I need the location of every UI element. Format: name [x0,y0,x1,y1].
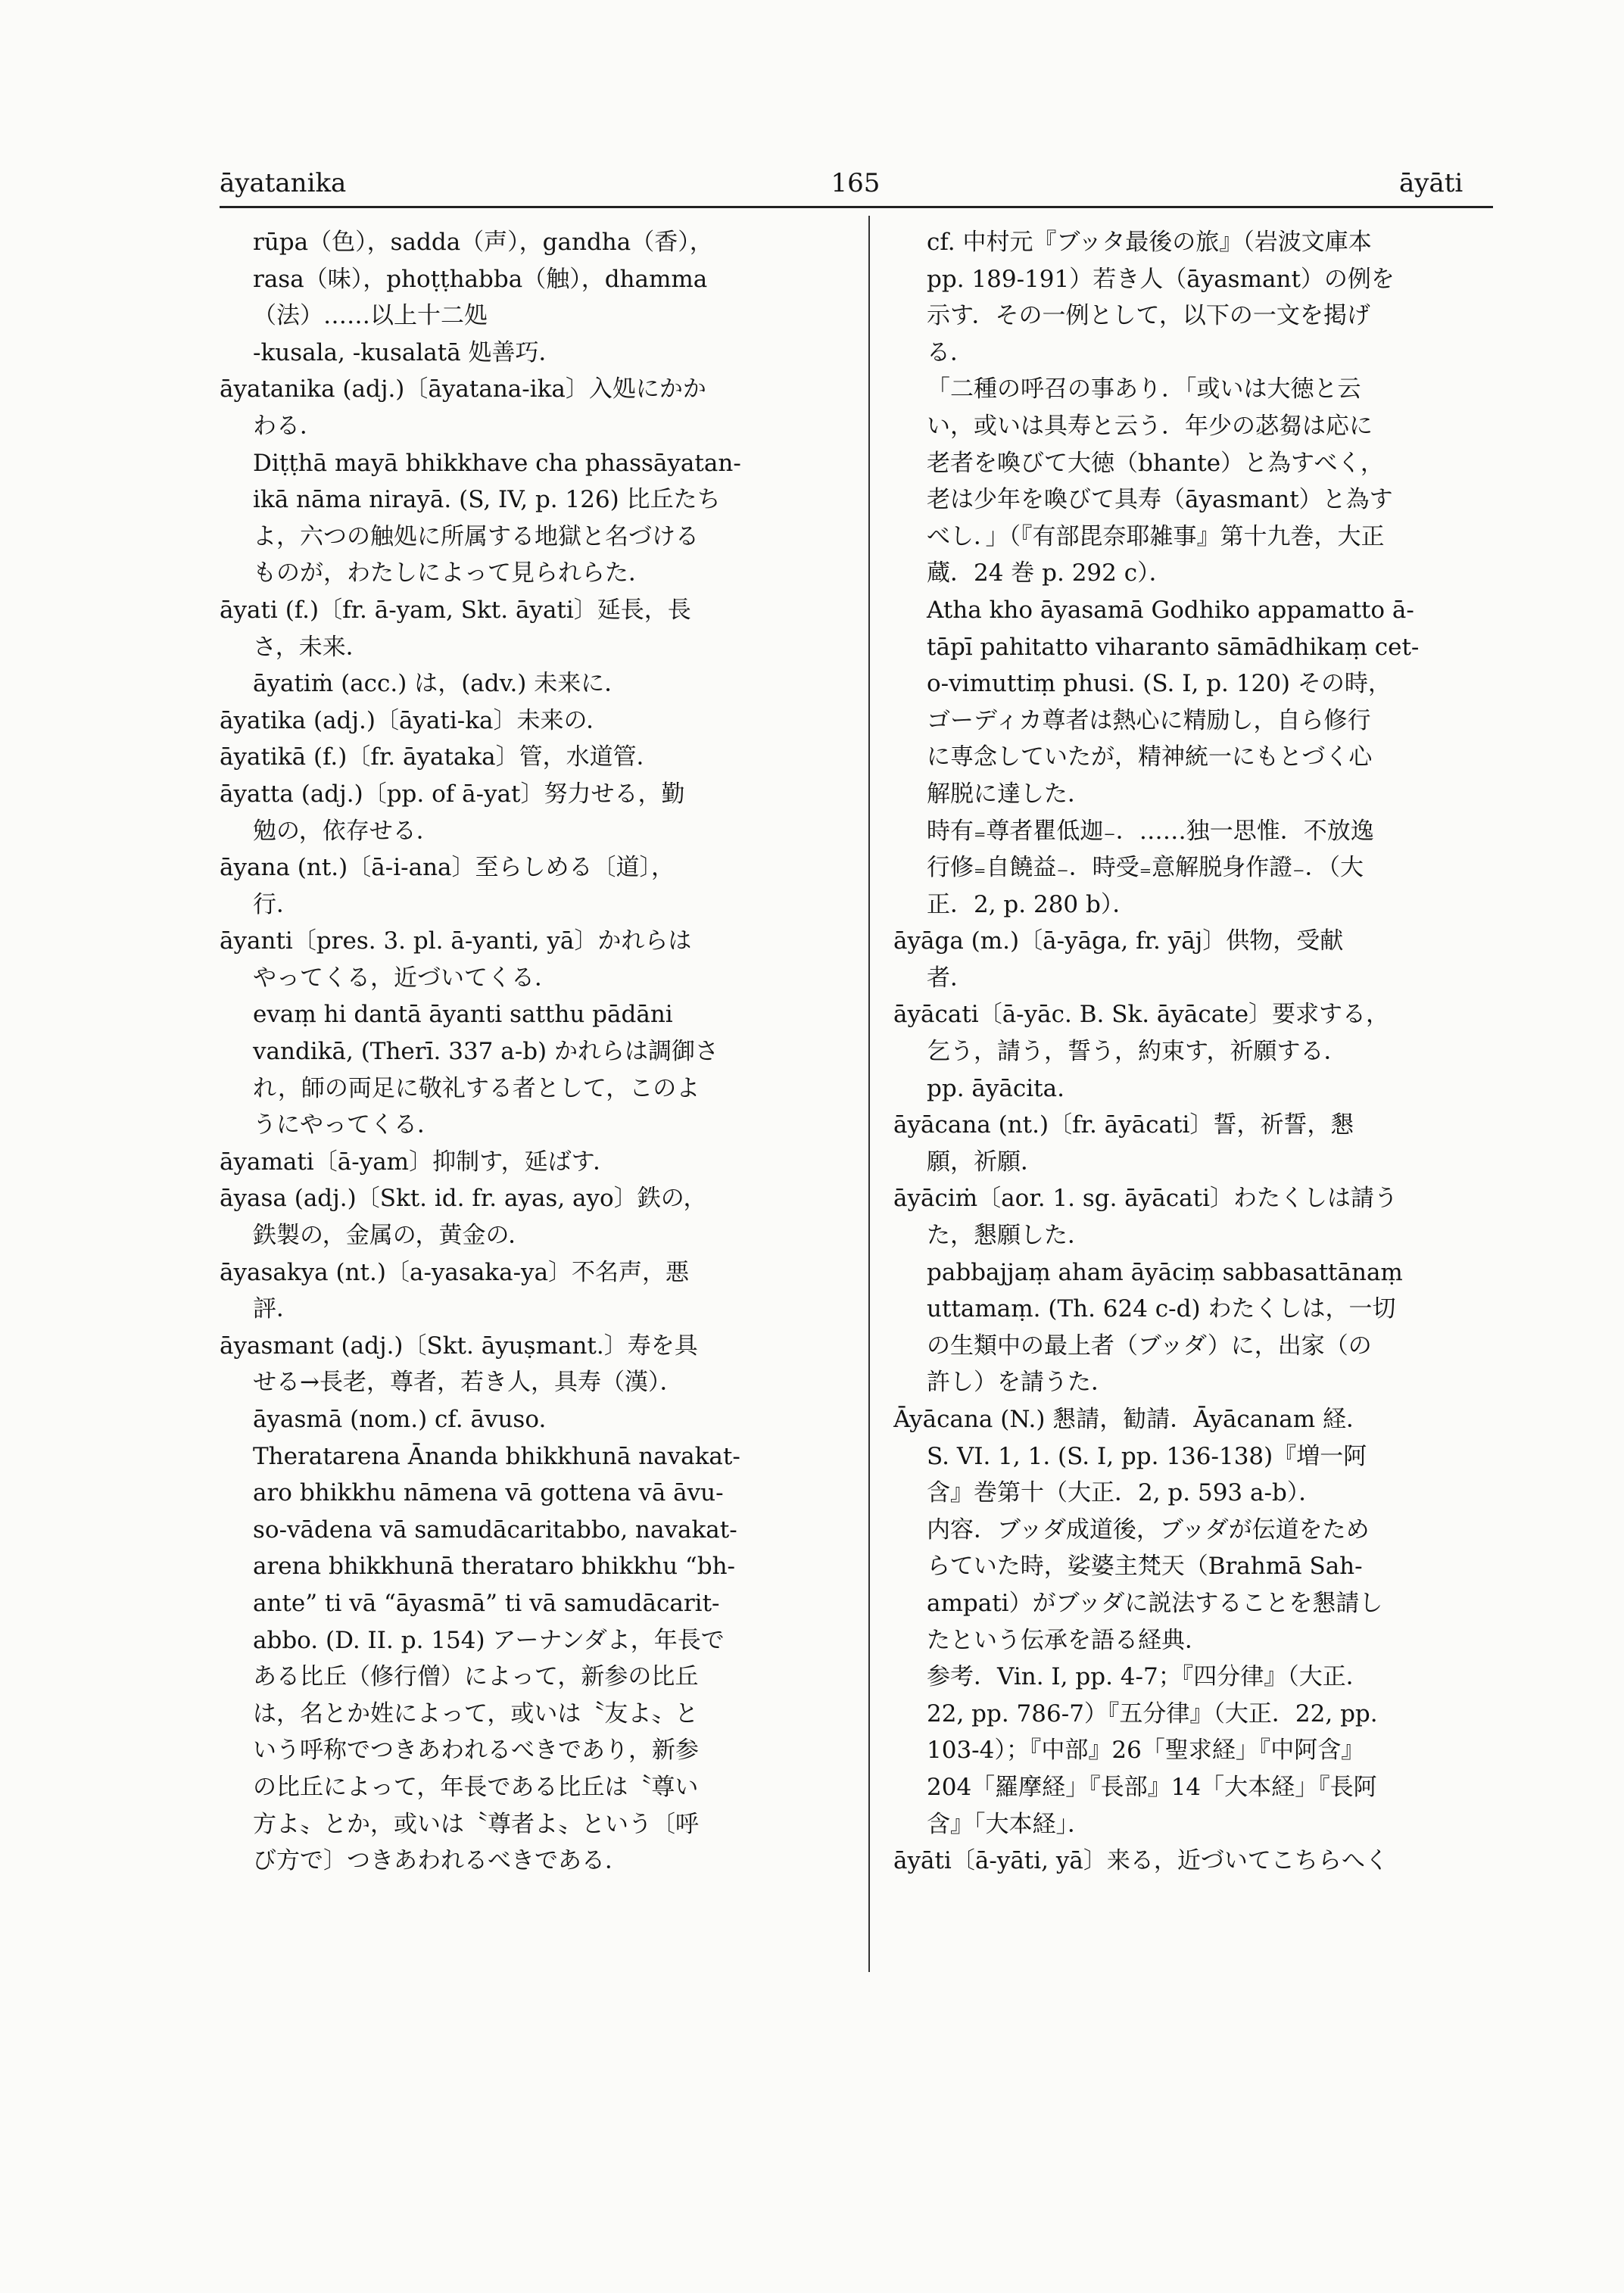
entry-text-line: ゴーディカ尊者は熱心に精励し，自ら修行 [927,706,1371,734]
entry-text-line: れ，師の両足に敬礼する者として，このよ [253,1074,700,1102]
entry-text-line: 行． [253,890,300,918]
entry-text-line: āyatiṁ (acc.) は，(adv.) 未来に． [253,670,628,698]
entry-text-line: ものが，わたしによって見られらた． [253,559,652,587]
entry-text-line: uttamaṃ. (Th. 624 c-d) わたくしは，一切 [927,1295,1396,1323]
entry-text-line: の比丘によって，年長である比丘は〝尊い [253,1773,699,1801]
entry-text-line: たという伝承を語る経典． [927,1626,1208,1654]
entry-text-line: び方で〕つきあわれるべきである． [253,1847,628,1875]
entry-text-line: やってくる，近づいてくる． [253,964,558,992]
entry-headword-line: āyācana (nt.)〔fr. āyācati〕誓，祈誓，懇 [893,1111,1354,1139]
entry-headword-line: āyatikā (f.)〔fr. āyataka〕管，水道管． [220,743,660,771]
entry-text-line: pabbajjaṃ aham āyāciṃ sabbasattānaṃ [927,1258,1403,1286]
entry-text-line: 103-4）；『中部』26「聖求経」『中阿含』 [927,1737,1365,1765]
entry-headword-line: āyāciṁ〔aor. 1. sg. āyācati〕わたくしは請う [893,1185,1398,1213]
entry-text-line: vandikā, (Therī. 337 a-b) かれらは調御さ [253,1038,718,1066]
entry-text-line: る． [927,338,974,366]
entry-text-line: 22, pp. 786-7）『五分律』（大正．22, pp. [927,1699,1378,1728]
running-head-right: āyāti [1399,168,1463,198]
entry-text-line: cf. 中村元『ブッタ最後の旅』（岩波文庫本 [927,229,1372,256]
entry-text-line: pp. āyācita. [927,1074,1064,1102]
entry-text-line: 含』巻第十（大正．2, p. 593 a-b）． [927,1479,1323,1507]
entry-text-line: tāpī pahitatto viharanto sāmādhikaṃ cet- [927,633,1420,661]
entry-text-line: 時有₌尊者瞿低迦₋．……独一思惟．不放逸 [927,817,1374,845]
entry-text-line: ある比丘（修行僧）によって，新参の比丘 [253,1663,699,1691]
entry-headword-line: āyamati〔ā-yam〕抑制す，延ばす． [220,1148,617,1176]
entry-headword-line: āyatanika (adj.)〔āyatana-ika〕入処にかか [220,375,706,403]
entry-text-line: so-vādena vā samudācaritabbo, navakat- [253,1516,737,1544]
entry-text-line: abbo. (D. II. p. 154) アーナンダよ，年長で [253,1626,725,1654]
entry-text-line: o-vimuttiṃ phusi. (S. I, p. 120) その時， [927,670,1392,698]
entry-text-line: せる→長老，尊者，若き人，具寿（漢）． [253,1369,684,1397]
entry-text-line: 正．2, p. 280 b）． [927,890,1136,918]
entry-text-line: 参考．Vin. I, pp. 4-7；『四分律』（大正． [927,1663,1370,1691]
entry-text-line: さ，未来． [253,633,369,661]
entry-text-line: Theratarena Ānanda bhikkhunā navakat- [253,1442,740,1470]
entry-headword-line: Āyācana (N.) 懇請，勧請．Āyācanam 経． [893,1406,1370,1433]
entry-headword-line: āyana (nt.)〔ā-i-ana〕至らしめる〔道〕， [220,854,675,882]
entry-text-line: いう呼称でつきあわれるべきであり，新参 [253,1737,699,1765]
entry-text-line: 評． [253,1295,300,1323]
entry-text-line: は，名とか姓によって，或いは〝友よ〟と [253,1699,699,1728]
right-column [893,224,1493,1880]
entry-headword-line: āyasa (adj.)〔Skt. id. fr. ayas, ayo〕鉄の， [220,1185,707,1213]
entry-text-line: 「二種の呼召の事あり．「或いは大徳と云 [927,375,1361,403]
entry-text-line: 204「羅摩経」『長部』14「大本経」『長阿 [927,1773,1377,1801]
entry-text-line: 蔵．24 巻 p. 292 c）． [927,559,1173,587]
header-rule [220,206,1493,208]
entry-text-line: ikā nāma nirayā. (S, IV, p. 126) 比丘たち [253,486,721,514]
entry-text-line: āyasmā (nom.) cf. āvuso. [253,1406,547,1433]
entry-text-line: ampati）がブッダに説法することを懇請し [927,1589,1383,1617]
entry-headword-line: āyasmant (adj.)〔Skt. āyuṣmant.〕寿を具 [220,1332,698,1360]
entry-headword-line: āyāti〔ā-yāti, yā〕来る，近づいてこちらへく [893,1847,1389,1875]
entry-text-line: rūpa（色），sadda（声），gandha（香）， [253,229,713,256]
entry-text-line: に専念していたが，精神統一にもとづく心 [927,743,1373,771]
entry-text-line: 願，祈願． [927,1148,1044,1176]
entry-text-line: 許し）を請うた． [927,1369,1114,1397]
entry-text-line: arena bhikkhunā therataro bhikkhu “bh- [253,1553,736,1581]
entry-text-line: （法）……以上十二処 [253,302,488,330]
entry-text-line: た，懇願した． [927,1222,1091,1250]
entry-text-line: 老者を喚びて大徳（bhante）と為すべく， [927,449,1384,477]
entry-text-line: 鉄製の，金属の，黄金の． [253,1222,532,1250]
column-divider [868,216,870,1972]
entry-text-line: 内容．ブッダ成道後，ブッダが伝道をため [927,1516,1370,1544]
entry-text-line: 方よ〟とか，或いは〝尊者よ〟という〔呼 [253,1810,699,1838]
entry-text-line: わる． [253,412,323,440]
entry-headword-line: āyanti〔pres. 3. pl. ā-yanti, yā〕かれらは [220,927,692,955]
entry-text-line: aro bhikkhu nāmena vā gottena vā āvu- [253,1479,724,1507]
entry-headword-line: āyatta (adj.)〔pp. of ā-yat〕努力せる，勤 [220,780,685,808]
entry-headword-line: āyatika (adj.)〔āyati-ka〕未来の． [220,706,610,734]
entry-text-line: らていた時，娑婆主梵天（Brahmā Sah- [927,1553,1363,1581]
running-head-left: āyatanika [220,168,347,198]
entry-headword-line: āyācati〔ā-yāc. B. Sk. āyācate〕要求する， [893,1001,1390,1029]
entry-text-line: -kusala, -kusalatā 処善巧． [253,338,563,366]
entry-text-line: S. VI. 1, 1. (S. I, pp. 136-138)『増一阿 [927,1442,1367,1470]
entry-text-line: い，或いは具寿と云う．年少の苾芻は応に [927,412,1373,440]
entry-text-line: 老は少年を喚びて具寿（āyasmant）と為す [927,486,1393,514]
entry-text-line: ante” ti vā “āyasmā” ti vā samudācarit- [253,1589,720,1617]
entry-headword-line: āyāga (m.)〔ā-yāga, fr. yāj〕供物，受献 [893,927,1344,955]
entry-text-line: よ，六つの触処に所属する地獄と名づける [253,522,699,550]
entry-text-line: の生類中の最上者（ブッダ）に，出家（の [927,1332,1372,1360]
entry-text-line: rasa（味），phoṭṭhabba（触），dhamma [253,265,708,293]
entry-text-line: evaṃ hi dantā āyanti satthu pādāni [253,1001,673,1029]
entry-text-line: 行修₌自饒益₋．時受₌意解脱身作證₋．（大 [927,854,1364,882]
entry-text-line: 示す．その一例として，以下の一文を掲げ [927,302,1370,330]
entry-text-line: 乞う，請う，誓う，約束す，祈願する． [927,1038,1348,1066]
entry-headword-line: āyati (f.)〔fr. ā-yam, Skt. āyati〕延長，長 [220,596,691,624]
entry-text-line: べし．」（『有部毘奈耶雑事』第十九巻，大正 [927,522,1385,550]
entry-headword-line: āyasakya (nt.)〔a-yasaka-ya〕不名声，悪 [220,1258,690,1286]
left-column [220,224,837,1880]
entry-text-line: 者． [927,964,974,992]
entry-text-line: 解脱に達した． [927,780,1091,808]
entry-text-line: 含』「大本経」． [927,1810,1091,1838]
entry-text-line: pp. 189-191）若き人（āyasmant）の例を [927,265,1395,293]
entry-text-line: Atha kho āyasamā Godhiko appamatto ā- [927,596,1414,624]
page-number: 165 [831,168,881,198]
entry-text-line: 勉の，依存せる． [253,817,440,845]
entry-text-line: Diṭṭhā mayā bhikkhave cha phassāyatan- [253,449,741,477]
entry-text-line: うにやってくる． [253,1111,441,1139]
